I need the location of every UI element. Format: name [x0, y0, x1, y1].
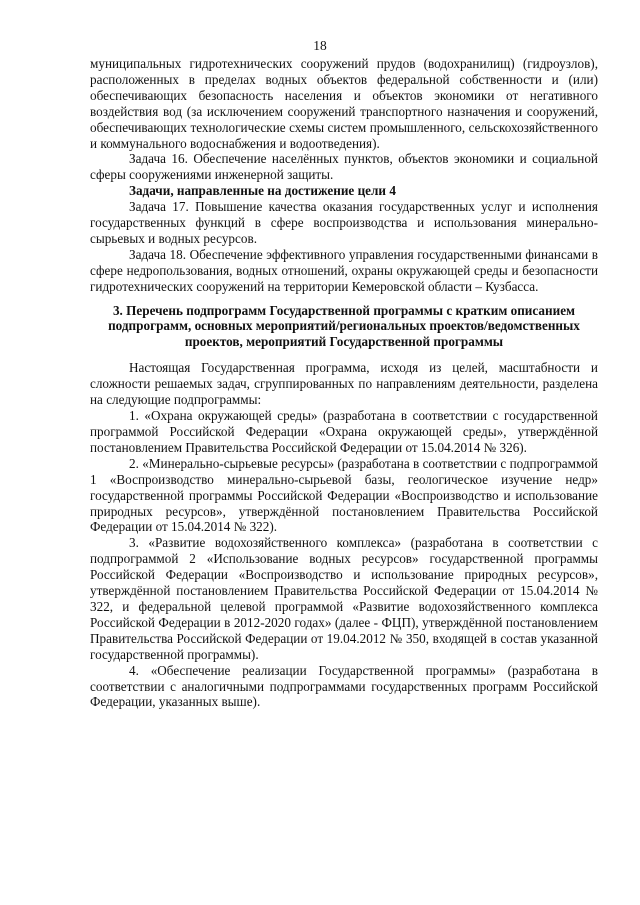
list-item-subprogram-2: 2. «Минерально-сырьевые ресурсы» (разработана в соответствии с подпрограммой 1 «Воспроизводство минерально-сырьевой базы, геологическое изучение недр» государственной программы Российской Федерации «Воспроизводство и использование природных ресурсов», утверждённой постановлением Правительства Российской Федерации от 15.04.2014 № 322). [90, 455, 598, 535]
list-item-subprogram-3: 3. «Развитие водохозяйственного комплекса» (разработана в соответствии с подпрограммой 2 «Использование водных ресурсов» государственной программы Российской Федерации «Воспроизводство и использование природных ресурсов», утверждённой постановлением Правительства Российской Федерации от 15.04.2014 № 322, и федеральной целевой программой «Развитие водохозяйственного комплекса Российской Федерации в 2012-2020 годах» (далее - ФЦП), утверждённой постановлением Правительства Российской Федерации от 19.04.2012 № 350, входящей в состав указанной государственной программы). [90, 535, 598, 662]
page-content [90, 56, 598, 710]
goal-4-heading: Задачи, направленные на достижение цели 4 [129, 183, 396, 199]
paragraph-lead: Настоящая Государственная программа, исходя из целей, масштабности и сложности решаемых задач, сгруппированных по направлениям деятельности, разделена на следующие подпрограммы: [90, 360, 598, 408]
list-item-subprogram-4: 4. «Обеспечение реализации Государственной программы» (разработана в соответствии с аналогичными подпрограммами государственных программ Российской Федерации, указанных выше). [90, 662, 598, 710]
paragraph-task-16: Задача 16. Обеспечение населённых пунктов, объектов экономики и социальной сферы сооружениями инженерной защиты. [90, 151, 598, 183]
paragraph-task-17: Задача 17. Повышение качества оказания государственных услуг и исполнения государственных функций в сфере воспроизводства и использования минерально-сырьевых и водных ресурсов. [90, 199, 598, 246]
list-item-subprogram-1: 1. «Охрана окружающей среды» (разработана в соответствии с государственной программой Российской Федерации «Охрана окружающей среды», утверждённой постановлением Правительства Российской Федерации от 15.04.2014 № 326). [90, 408, 598, 455]
section-3-title: 3. Перечень подпрограмм Государственной программы с кратким описанием подпрограмм, основных мероприятий/региональных проектов/ведомственных проектов, мероприятий Государственной программы [108, 302, 580, 349]
page-number: 18 [313, 38, 327, 53]
paragraph-task-18: Задача 18. Обеспечение эффективного управления государственными финансами в сфере недропользования, водных отношений, охраны окружающей среды и безопасности гидротехнических сооружений на территории Кемеровской области – Кузбасса. [90, 246, 598, 294]
paragraph-intro-continued: муниципальных гидротехнических сооружений прудов (водохранилищ) (гидроузлов), расположенных в пределах водных объектов федеральной собственности и (или) обеспечивающих безопасность населения и объектов экономики от негативного воздействия вод (за исключением сооружений транспортного назначения и сооружений, обеспечивающих технологические схемы систем промышленного, сельскохозяйственного и коммунального водоснабжения и водоотведения). [90, 56, 598, 151]
